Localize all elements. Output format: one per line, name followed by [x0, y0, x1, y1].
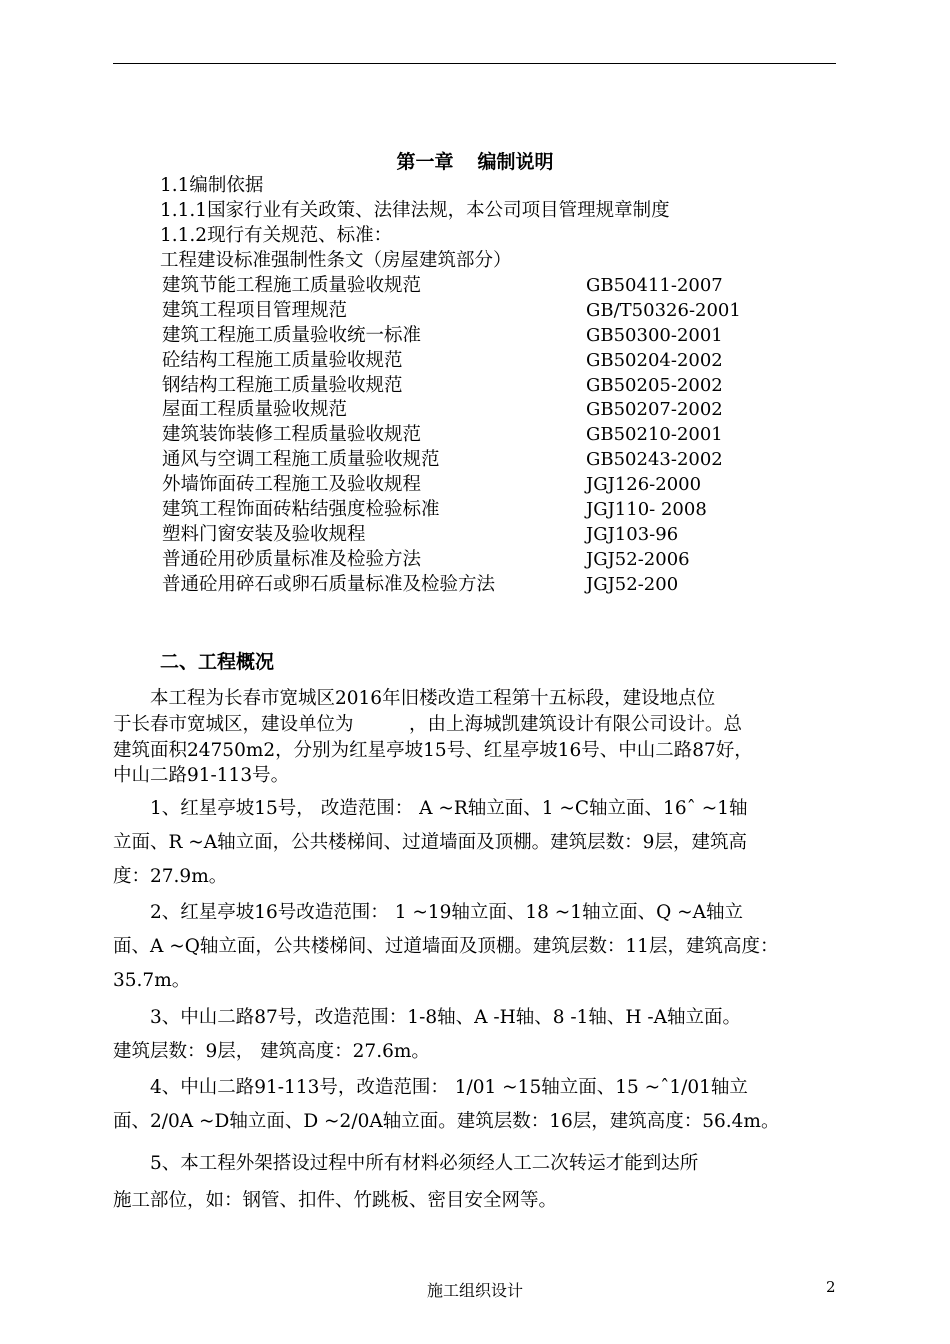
item-line: 施工部位，如：钢管、扣件、竹跳板、密目安全网等。: [113, 1190, 558, 1211]
section-title: 二、工程概况: [160, 651, 275, 673]
intro-line: 于长春市宽城区，建设单位为 ，由上海城凯建筑设计有限公司设计。总: [113, 714, 743, 735]
chapter-name: 编制说明: [477, 151, 554, 173]
intro-line: 本工程为长春市宽城区2016年旧楼改造工程第十五标段，建设地点位: [113, 688, 716, 709]
standard-name: 通风与空调工程施工质量验收规范: [162, 449, 440, 470]
intro-line: 建筑面积24750m2，分别为红星亭坡15号、红星亭坡16号、中山二路87好，: [113, 740, 753, 761]
chapter-title: [0, 147, 950, 174]
standard-code: JGJ103-96: [586, 524, 679, 545]
standard-name: 建筑装饰装修工程质量验收规范: [162, 424, 422, 445]
item-line: 立面、R ~A轴立面，公共楼梯间、过道墙面及顶棚。建筑层数：9层，建筑高: [113, 832, 747, 853]
basis-item-standards: 1.1.2现行有关规范、标准：: [160, 225, 393, 246]
basis-heading: 1.1编制依据: [160, 175, 264, 196]
standard-name: 建筑节能工程施工质量验收规范: [162, 275, 422, 296]
standard-name: 砼结构工程施工质量验收规范: [162, 350, 403, 371]
standard-code: JGJ126-2000: [586, 474, 702, 495]
item-line: 面、2/0A ~D轴立面、D ~2/0A轴立面。建筑层数：16层，建筑高度：56.4m。: [113, 1111, 780, 1132]
item-line: 建筑层数：9层， 建筑高度：27.6m。: [113, 1041, 430, 1062]
item-line: 度：27.9m。: [113, 866, 228, 887]
standard-code: GB50207-2002: [586, 399, 723, 420]
item-line: 2、红星亭坡16号改造范围： 1 ~19轴立面、18 ~1轴立面、Q ~A轴立: [113, 902, 743, 923]
standard-name: 建筑工程项目管理规范: [162, 300, 348, 321]
page-number: 2: [826, 1278, 836, 1296]
basis-item-policy: 1.1.1国家行业有关政策、法律法规，本公司项目管理规章制度: [160, 200, 670, 221]
standard-name: 塑料门窗安装及验收规程: [162, 524, 366, 545]
standard-code: JGJ52-2006: [586, 549, 690, 570]
standard-code: GB50300-2001: [586, 325, 723, 346]
intro-line: 中山二路91-113号。: [113, 765, 290, 786]
standard-code: GB50411-2007: [586, 275, 723, 296]
standard-name: 普通砼用碎石或卵石质量标准及检验方法: [162, 574, 496, 595]
basis-item-mandatory: 工程建设标准强制性条文（房屋建筑部分）: [160, 250, 512, 271]
standard-code: GB50204-2002: [586, 350, 723, 371]
item-line: 5、本工程外架搭设过程中所有材料必须经人工二次转运才能到达所: [113, 1153, 699, 1174]
standard-code: GB/T50326-2001: [586, 300, 741, 321]
standard-name: 钢结构工程施工质量验收规范: [162, 375, 403, 396]
standard-code: GB50210-2001: [586, 424, 723, 445]
item-line: 3、中山二路87号，改造范围：1-8轴、A -H轴、8 -1轴、H -A轴立面。: [113, 1007, 742, 1028]
standard-name: 普通砼用砂质量标准及检验方法: [162, 549, 422, 570]
footer-title: 施工组织设计: [426, 1281, 523, 1300]
standard-name: 建筑工程施工质量验收统一标准: [162, 325, 422, 346]
standard-name: 建筑工程饰面砖粘结强度检验标准: [162, 499, 440, 520]
item-line: 4、中山二路91-113号，改造范围： 1/01 ~15轴立面、15 ~ˆ1/01轴立: [113, 1077, 748, 1098]
chapter-number: 第一章: [396, 151, 454, 173]
standard-code: GB50243-2002: [586, 449, 723, 470]
standard-name: 外墙饰面砖工程施工及验收规程: [162, 474, 422, 495]
standard-name: 屋面工程质量验收规范: [162, 399, 348, 420]
standard-code: JGJ110- 2008: [586, 499, 707, 520]
standard-code: GB50205-2002: [586, 375, 723, 396]
item-line: 面、A ~Q轴立面，公共楼梯间、过道墙面及顶棚。建筑层数：11层，建筑高度：: [113, 936, 779, 957]
header-rule: [113, 63, 836, 64]
standard-code: JGJ52-200: [586, 574, 679, 595]
item-line: 1、红星亭坡15号， 改造范围： A ~R轴立面、1 ~C轴立面、16ˆ ~1轴: [113, 798, 748, 819]
item-line: 35.7m。: [113, 970, 191, 991]
